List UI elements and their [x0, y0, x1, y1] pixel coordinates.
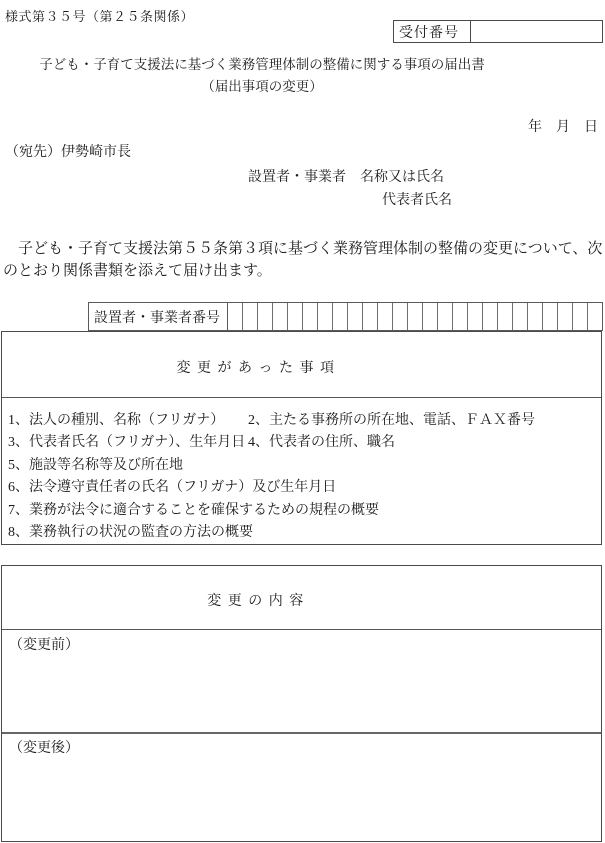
- after-change-label: （変更後）: [9, 741, 79, 756]
- digit-cell: [333, 303, 348, 330]
- list-item: 2、主たる事務所の所在地、電話、ＦＡＸ番号: [248, 413, 535, 428]
- digit-cell: [408, 303, 423, 330]
- digit-cell: [303, 303, 318, 330]
- change-details-divider-top: [2, 629, 601, 630]
- digit-cell: [228, 303, 243, 330]
- digit-cell: [528, 303, 543, 330]
- digit-cell: [378, 303, 393, 330]
- list-item: 3、代表者氏名（フリガナ）、生年月日: [8, 435, 246, 451]
- digit-cell: [513, 303, 528, 330]
- addressee: （宛先）伊勢崎市長: [5, 145, 131, 160]
- digit-cell: [588, 303, 602, 330]
- list-item-row: [8, 431, 598, 453]
- changed-items-divider: [2, 397, 601, 398]
- list-item-row: [8, 521, 598, 543]
- provider-number-row: [88, 302, 603, 331]
- digit-cell: [423, 303, 438, 330]
- list-item-row: [8, 476, 598, 498]
- provider-number-cells: [228, 303, 602, 330]
- body-paragraph: 子ども・子育て支援法第５５条第３項に基づく業務管理体制の整備の変更について、次のとおり関係書類を添えて届け出ます。: [3, 241, 603, 280]
- before-change-label: （変更前）: [9, 638, 79, 653]
- list-item: 7、業務が法令に適合することを確保するための規程の概要: [8, 502, 379, 518]
- digit-cell: [363, 303, 378, 330]
- digit-cell: [348, 303, 363, 330]
- digit-cell: [498, 303, 513, 330]
- list-item: 6、法令遵守責任者の氏名（フリガナ）及び生年月日: [8, 480, 337, 496]
- list-item-row: [8, 454, 598, 476]
- list-item: 4、代表者の住所、職名: [248, 435, 395, 451]
- changed-items-box: [1, 331, 602, 545]
- form-number: 様式第３５号（第２５条関係）: [5, 9, 195, 24]
- digit-cell: [468, 303, 483, 330]
- digit-cell: [258, 303, 273, 330]
- date-placeholder: 年 月 日: [528, 120, 598, 135]
- reception-number-label: 受付番号: [394, 21, 471, 42]
- list-item: 1、法人の種別、名称（フリガナ）: [8, 413, 225, 428]
- applicant-name-label: 設置者・事業者 名称又は氏名: [248, 170, 444, 185]
- provider-number-label: 設置者・事業者番号: [89, 303, 228, 330]
- list-item: 5、施設等名称等及び所在地: [8, 457, 183, 473]
- digit-cell: [453, 303, 468, 330]
- digit-cell: [393, 303, 408, 330]
- reception-number-box: [393, 20, 603, 43]
- change-details-box: [1, 565, 602, 842]
- change-details-header: 変 更 の 内 容: [207, 594, 305, 609]
- changed-items-header: 変 更 が あ っ た 事 項: [176, 361, 336, 376]
- digit-cell: [543, 303, 558, 330]
- digit-cell: [288, 303, 303, 330]
- digit-cell: [483, 303, 498, 330]
- changed-items-list: [8, 409, 598, 543]
- list-item-row: [8, 409, 598, 431]
- digit-cell: [558, 303, 573, 330]
- document-title: [0, 54, 524, 98]
- digit-cell: [243, 303, 258, 330]
- document-title-line2: （届出事項の変更）: [201, 79, 323, 94]
- digit-cell: [273, 303, 288, 330]
- reception-number-value: [471, 21, 602, 42]
- digit-cell: [573, 303, 588, 330]
- list-item: 8、業務執行の状況の監査の方法の概要: [8, 524, 253, 540]
- list-item-row: [8, 499, 598, 521]
- document-title-line1: 子ども・子育て支援法に基づく業務管理体制の整備に関する事項の届出書: [39, 57, 485, 72]
- digit-cell: [438, 303, 453, 330]
- applicant-representative-label: 代表者氏名: [382, 193, 452, 208]
- change-details-divider-middle: [2, 732, 601, 734]
- digit-cell: [318, 303, 333, 330]
